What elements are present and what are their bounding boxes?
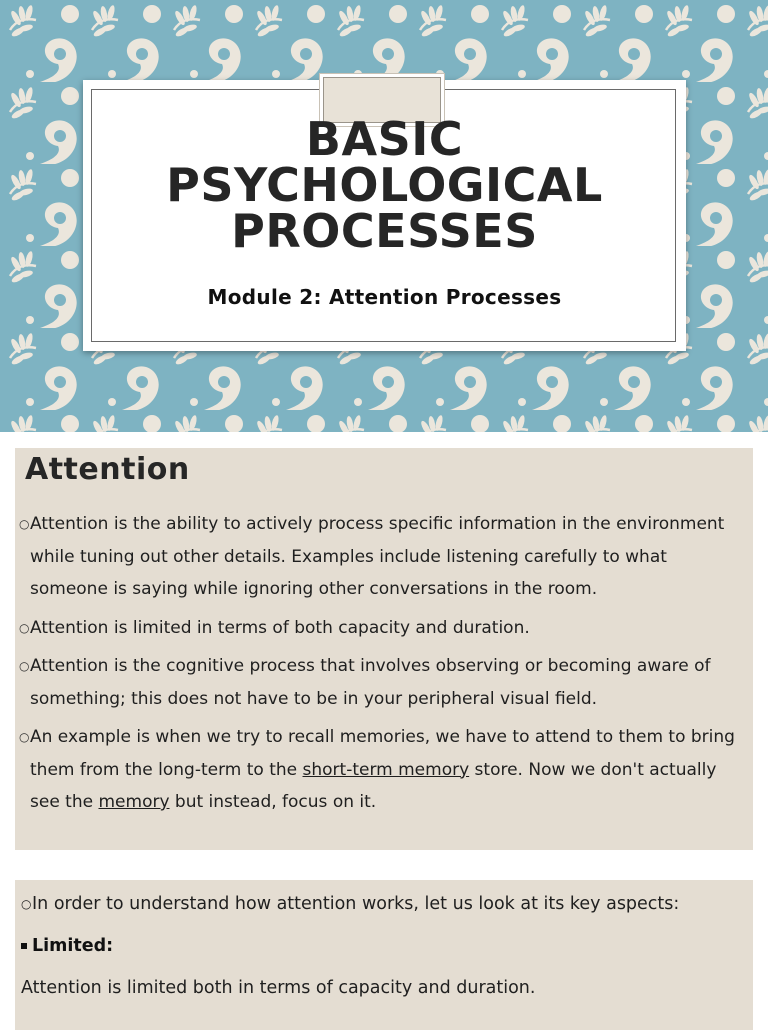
circle-bullet-icon: ○ xyxy=(19,620,30,635)
bullet-item xyxy=(19,612,749,645)
short-term-memory-link[interactable]: short-term memory xyxy=(302,759,470,780)
slide-title: BASIC PSYCHOLOGICAL PROCESSES xyxy=(166,112,603,258)
square-bullet-icon xyxy=(21,943,27,949)
slide-subtitle: Module 2: Attention Processes xyxy=(207,285,562,309)
circle-bullet-icon: ○ xyxy=(21,897,32,911)
attention-slide xyxy=(15,448,753,850)
intro-text: In order to understand how attention works, let us look at its key aspects: xyxy=(32,894,680,914)
circle-bullet-icon: ○ xyxy=(19,730,30,744)
intro-bullet xyxy=(21,894,679,914)
slide-heading: Attention xyxy=(25,452,190,487)
bullet-text: store. Now we don't actually see the xyxy=(30,759,717,812)
title-card xyxy=(83,80,686,351)
bullet-item xyxy=(19,721,749,819)
key-aspects-slide xyxy=(15,880,753,1030)
body-text: Attention is limited both in terms of capacity and duration. xyxy=(21,978,536,998)
memory-link[interactable]: memory xyxy=(98,792,170,812)
subheading-bullet xyxy=(21,936,113,956)
title-slide xyxy=(0,0,768,432)
bullet-list xyxy=(19,508,749,825)
circle-bullet-icon: ○ xyxy=(19,659,30,673)
bullet-text: An example is when we try to recall memories, we have to attend to them to bring them from the long-term to the xyxy=(30,727,735,780)
bullet-item xyxy=(19,650,749,715)
bullet-text: Attention is the ability to actively process specific information in the environment while tuning out other details. Examples include listening carefully to what someone is saying while ignoring other conversations in the room. xyxy=(30,514,725,599)
bullet-item xyxy=(19,508,749,606)
subheading-text: Limited: xyxy=(32,936,114,956)
bullet-text: but instead, focus on it. xyxy=(169,792,377,812)
bullet-text: Attention is limited in terms of both capacity and duration. xyxy=(30,617,530,638)
circle-bullet-icon: ○ xyxy=(19,517,30,531)
bullet-text: Attention is the cognitive process that involves observing or becoming aware of something; this does not have to be in your peripheral visual field. xyxy=(30,656,711,709)
